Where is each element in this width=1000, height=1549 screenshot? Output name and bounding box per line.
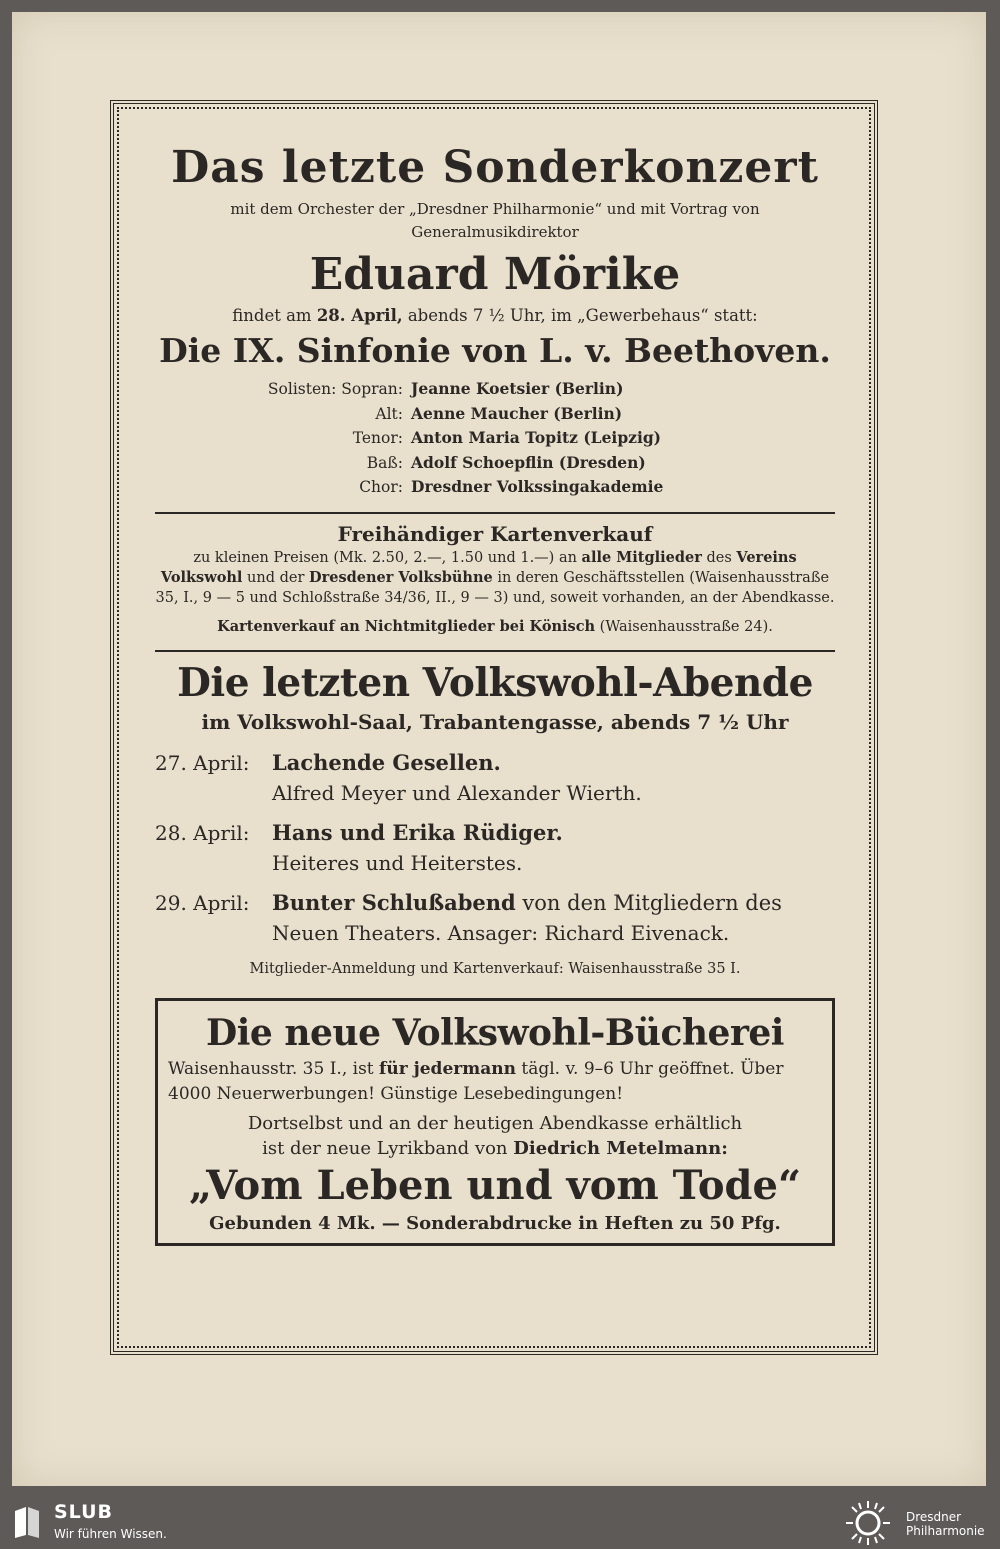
conductor-name: Eduard Mörike <box>309 249 681 300</box>
soloist-row: Tenor: Anton Maria Topitz (Leipzig) <box>352 428 662 447</box>
evenings-subtitle: im Volkswohl-Saal, Trabantengasse, abends 7 ½ Uhr <box>201 710 789 734</box>
registration-note: Mitglieder-Anmeldung und Kartenverkauf: Waisenhausstraße 35 I. <box>249 961 741 977</box>
library-box <box>155 998 835 1246</box>
library-note-2: ist der neue Lyrikband von Diedrich Metelmann: <box>262 1138 728 1159</box>
soloist-row: Solisten: Sopran: Jeanne Koetsier (Berlin) <box>267 379 624 398</box>
event-item: 27. April: Lachende Gesellen. Alfred Meyer und Alexander Wierth. <box>155 750 642 805</box>
soloist-row: Alt: Aenne Maucher (Berlin) <box>375 403 623 423</box>
divider <box>155 650 835 652</box>
event-item: 29. April: Bunter Schlußabend von den Mitgliedern des Neuen Theaters. Ansager: Richard Eivenack. <box>155 890 782 945</box>
book-title: „Vom Leben und vom Tode“ <box>189 1162 801 1209</box>
slub-book-icon <box>12 1505 42 1539</box>
concert-line1: mit dem Orchester der „Dresdner Philharmonie“ und mit Vortrag von <box>230 200 760 218</box>
tickets-title: Freihändiger Kartenverkauf <box>337 521 653 546</box>
philharmonie-logo-text: Dresdner Philharmonie <box>906 1510 985 1538</box>
philharmonie-sun-icon <box>842 1499 894 1547</box>
divider <box>155 512 835 514</box>
concert-line2: Generalmusikdirektor <box>411 223 579 241</box>
events-list <box>155 748 835 948</box>
tickets-nonmembers: Kartenverkauf an Nichtmitglieder bei Könisch (Waisenhausstraße 24). <box>217 618 773 635</box>
soloists-list <box>155 377 835 500</box>
library-note-1: Dortselbst und an der heutigen Abendkasse erhältlich <box>247 1113 743 1134</box>
slub-tagline: Wir führen Wissen. <box>54 1527 167 1541</box>
library-title: Die neue Volkswohl-Bücherei <box>206 1012 784 1054</box>
book-price: Gebunden 4 Mk. — Sonderabdrucke in Heften zu 50 Pfg. <box>209 1213 781 1234</box>
tickets-body: zu kleinen Preisen (Mk. 2.50, 2.—, 1.50 und 1.—) an alle Mitglieder des Vereins Volkswohl und der Dresdener Volksbühne in deren Geschäftsstellen (Waisenhausstraße 35, I., 9 — 5 und Schloßstraße 34/36, II., 9 — 3) und, soweit vorhanden, an der Abendkasse. <box>155 548 835 606</box>
concert-title: Das letzte Sonderkonzert <box>171 142 819 193</box>
soloist-row: Chor: Dresdner Volkssingakademie <box>359 477 664 496</box>
event-item: 28. April: Hans und Erika Rüdiger. Heiteres und Heiterstes. <box>155 820 563 875</box>
concert-when: findet am 28. April, abends 7 ½ Uhr, im „Gewerbehaus“ statt: <box>232 306 758 325</box>
poster-content <box>155 138 835 1246</box>
slub-logo-text: SLUB <box>54 1501 114 1523</box>
library-body: Waisenhausstr. 35 I., ist für jedermann tägl. v. 9–6 Uhr geöffnet. Über 4000 Neuerwerbungen! Günstige Lesebedingungen! <box>168 1059 784 1104</box>
concert-work: Die IX. Sinfonie von L. v. Beethoven. <box>159 331 831 370</box>
soloist-row: Baß: Adolf Schoepflin (Dresden) <box>366 452 646 472</box>
footer-bar <box>0 1497 1000 1549</box>
evenings-title: Die letzten Volkswohl-Abende <box>177 660 813 706</box>
